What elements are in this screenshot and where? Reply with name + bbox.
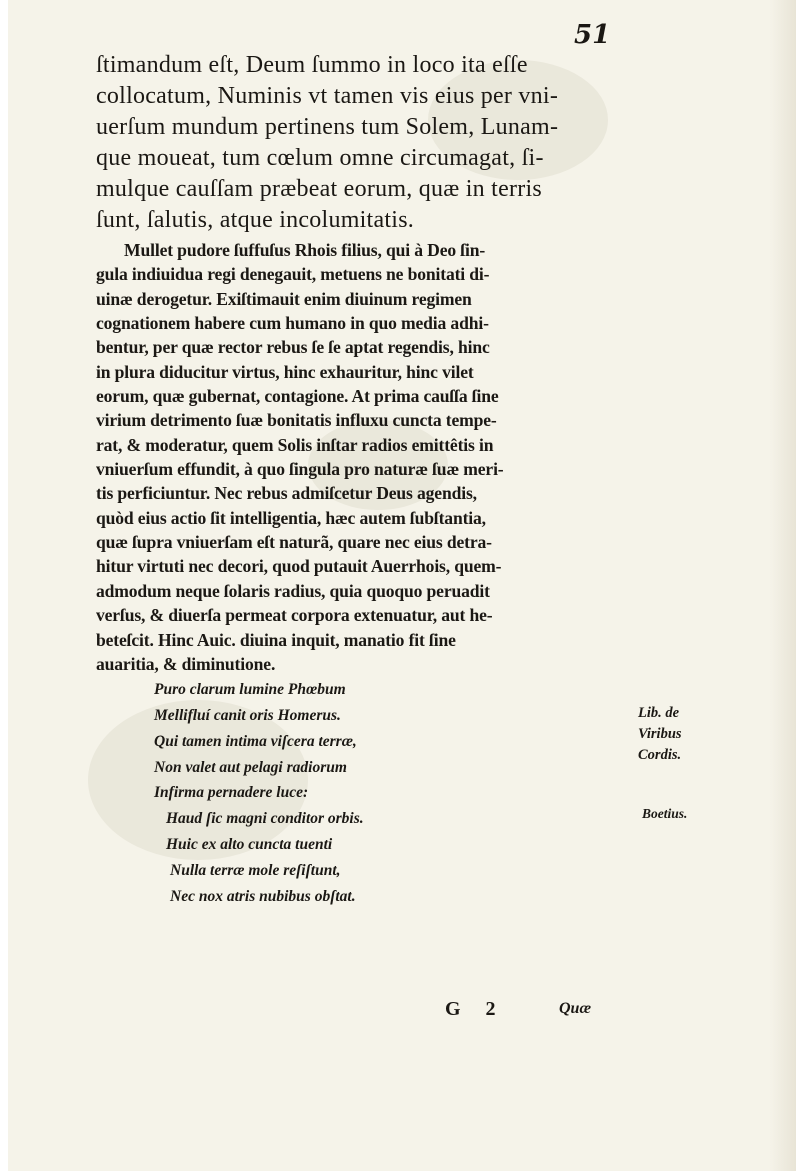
verse-line: Nulla terræ mole reſiſtunt, <box>170 861 341 879</box>
text-line: collocatum, Numinis vt tamen vis eius per vni- <box>96 83 559 109</box>
margin-note-author: Boetius. <box>642 806 688 821</box>
text-line: virium detrimento ſuæ bonitatis influxu cuncta tempe- <box>96 410 497 431</box>
verse-block <box>96 677 638 909</box>
margin-note-line: Viribus <box>638 726 682 742</box>
margin-note-line: Lib. de <box>638 705 680 721</box>
verse-line: Non valet aut pelagi radiorum <box>154 758 347 776</box>
text-line: verſus, & diuerſa permeat corpora extenuatur, aut he- <box>96 605 493 626</box>
text-line: ſtimandum eſt, Deum ſummo in loco ita eſſe <box>96 52 528 78</box>
margin-note-line: Cordis. <box>638 747 682 763</box>
text-line: mulque cauſſam præbeat eorum, quæ in terris <box>96 176 542 202</box>
main-text <box>96 50 638 909</box>
verse-line: Huic ex alto cuncta tuenti <box>166 835 333 853</box>
page-number: 51 <box>574 20 611 50</box>
catchword: Quæ <box>559 1000 592 1017</box>
text-line: eorum, quæ gubernat, contagione. At prima cauſſa ſine <box>96 386 499 407</box>
text-line: que moueat, tum cœlum omne circumagat, ſi- <box>96 145 544 171</box>
paragraph-2 <box>96 238 638 676</box>
text-line: quæ ſupra vniuerſam eſt naturã, quare nec eius detra- <box>96 532 492 553</box>
text-line: tis perficiuntur. Nec rebus admiſcetur Deus agendis, <box>96 483 477 504</box>
text-line: uerſum mundum pertinens tum Solem, Lunam- <box>96 114 559 140</box>
text-line: hitur virtuti nec decori, quod putauit Auerrhois, quem- <box>96 556 502 577</box>
verse-line: Mellifluí canit oris Homerus. <box>154 706 341 724</box>
text-line: bentur, per quæ rector rebus ſe ſe aptat regendis, hinc <box>96 337 490 358</box>
paragraph-1 <box>96 50 638 236</box>
text-line: cognationem habere cum humano in quo media adhi- <box>96 313 489 334</box>
text-line: Mullet pudore ſuffuſus Rhois filius, qui à Deo ſin- <box>124 240 486 260</box>
verse-line: Infirma pernadere luce: <box>154 784 309 802</box>
margin-note-reference <box>638 703 778 766</box>
text-line: in plura diducitur virtus, hinc exhauritur, hinc vilet <box>96 361 474 382</box>
verse-line: Haud ſic magni conditor orbis. <box>166 810 364 828</box>
verse-line: Nec nox atris nubibus obſtat. <box>170 887 356 905</box>
text-line: vniuerſum effundit, à quo ſingula pro naturæ ſuæ meri- <box>96 459 504 480</box>
page-footer <box>8 998 796 1028</box>
text-line: admodum neque ſolaris radius, quia quoquo peruadit <box>96 580 490 601</box>
text-line: auaritia, & diminutione. <box>96 653 276 674</box>
text-line: rat, & moderatur, quem Solis inſtar radios emittêtis in <box>96 434 494 455</box>
verse-line: Qui tamen intima viſcera terræ, <box>154 732 357 750</box>
text-line: beteſcit. Hinc Auic. diuina inquit, manatio fit ſine <box>96 629 456 650</box>
text-line: uinæ derogetur. Exiſtimauit enim diuinum regimen <box>96 288 472 309</box>
text-line: ſunt, ſalutis, atque incolumitatis. <box>96 207 415 233</box>
text-line: gula indiuidua regi denegauit, metuens ne bonitati di- <box>96 264 490 285</box>
verse-line: Puro clarum lumine Phœbum <box>154 681 346 699</box>
text-line: quòd eius actio ſit intelligentia, hæc autem ſubſtantia, <box>96 507 486 528</box>
book-page <box>8 0 796 1171</box>
signature-mark: G 2 <box>445 998 506 1020</box>
